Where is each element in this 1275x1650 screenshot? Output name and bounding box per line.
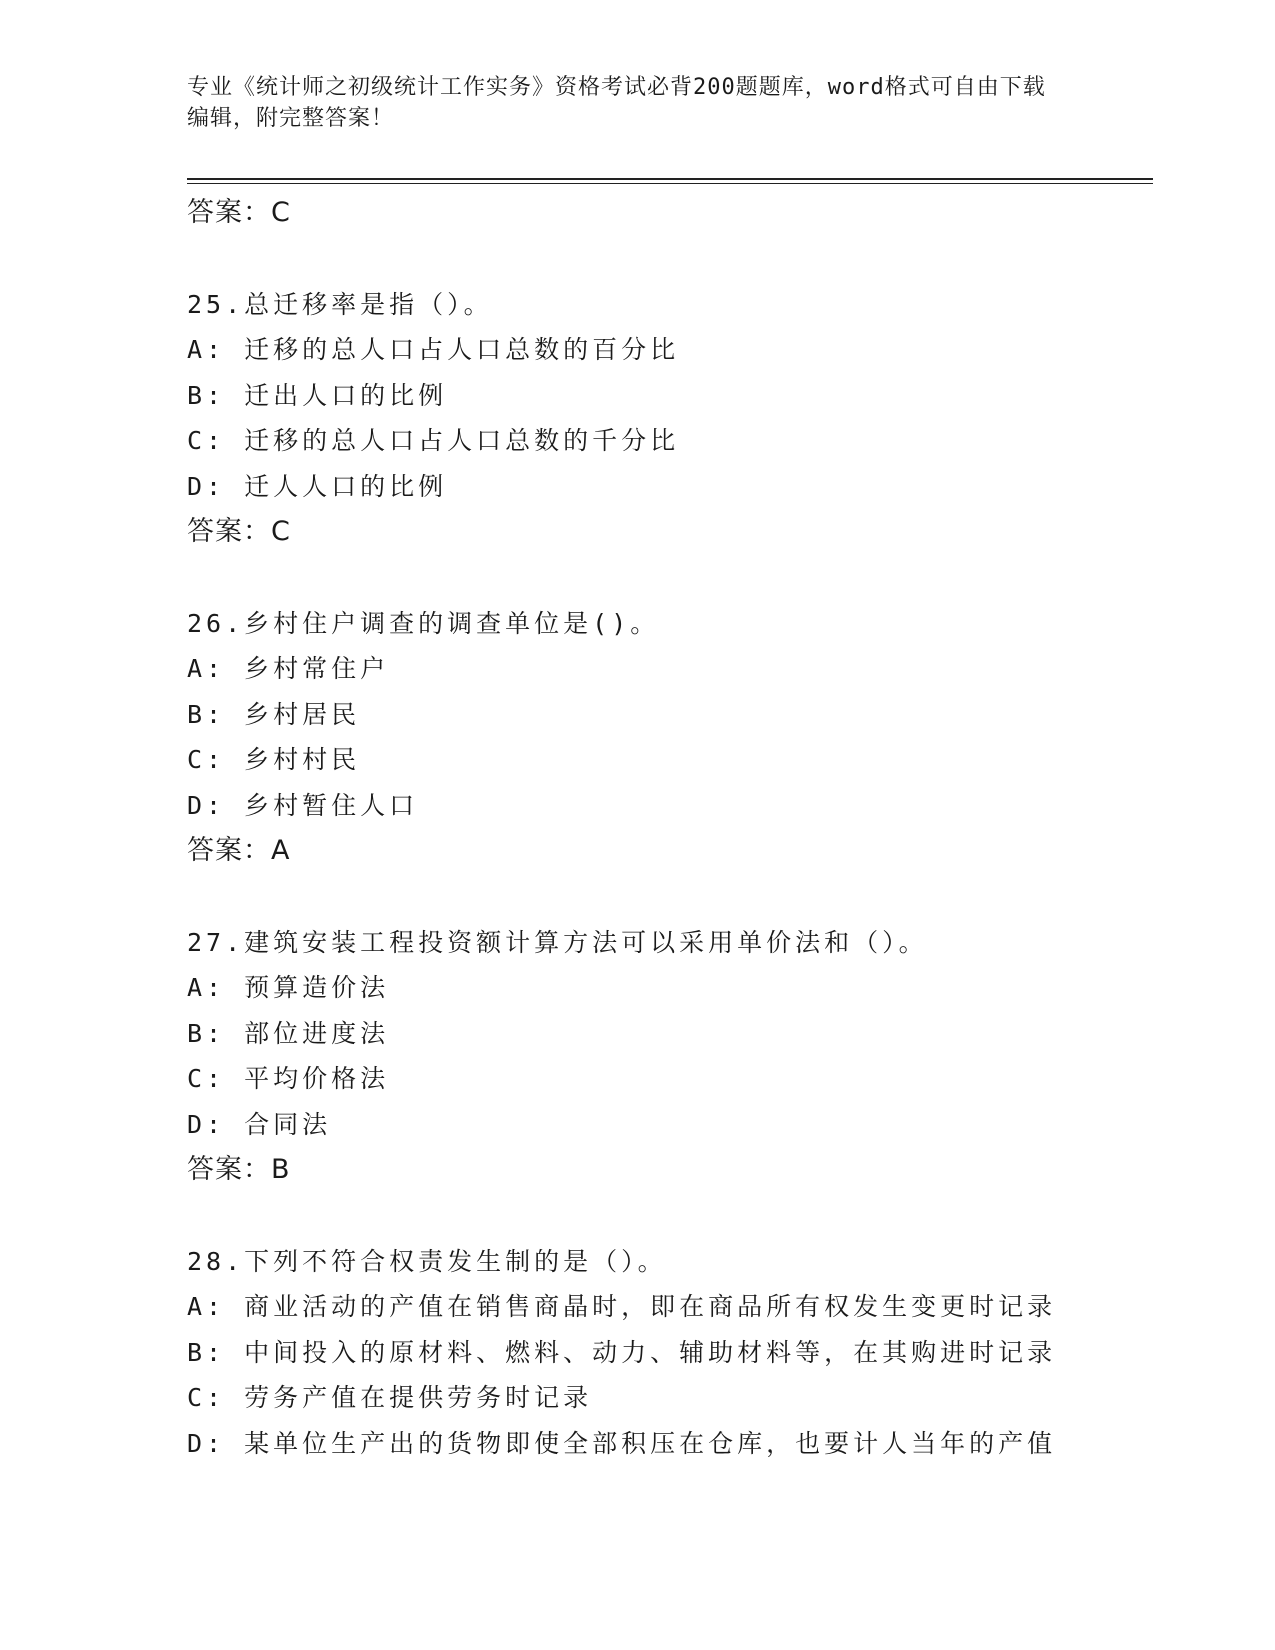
question-text: 26.乡村住户调查的调查单位是()。 <box>187 608 660 638</box>
option-c: C: 平均价格法 <box>187 1064 390 1093</box>
question-block <box>187 601 1147 874</box>
header-divider-thin <box>187 183 1153 184</box>
option-d: D: 乡村暂住人口 <box>187 790 419 820</box>
option-d: D: 合同法 <box>187 1109 332 1139</box>
spacer <box>187 874 1147 920</box>
option-b: B: 中间投入的原材料、燃料、动力、辅助材料等，在其购进时记录 <box>187 1337 1057 1367</box>
question-block <box>187 282 1147 555</box>
answer-line: 答案：C <box>187 516 291 547</box>
option-c: C: 劳务产值在提供劳务时记录 <box>187 1383 593 1412</box>
option-b: B: 迁出人口的比例 <box>187 380 448 410</box>
header-divider <box>187 178 1153 180</box>
question-text: 27.建筑安装工程投资额计算方法可以采用单价法和（）。 <box>187 927 928 957</box>
option-b: B: 乡村居民 <box>187 699 361 729</box>
spacer <box>187 1193 1147 1239</box>
option-a: A: 预算造价法 <box>187 973 390 1002</box>
option-d: D: 迁人人口的比例 <box>187 471 448 501</box>
question-block <box>187 920 1147 1193</box>
option-b: B: 部位进度法 <box>187 1018 390 1048</box>
option-a: A: 迁移的总人口占人口总数的百分比 <box>187 335 680 364</box>
spacer <box>187 236 1147 282</box>
option-a: A: 乡村常住户 <box>187 654 390 683</box>
option-a: A: 商业活动的产值在销售商晶时，即在商品所有权发生变更时记录 <box>187 1292 1057 1321</box>
question-list <box>187 190 1147 1466</box>
question-block <box>187 1239 1147 1467</box>
question-text: 25.总迁移率是指（）。 <box>187 289 493 319</box>
option-c: C: 迁移的总人口占人口总数的千分比 <box>187 426 680 455</box>
document-header: 专业《统计师之初级统计工作实务》资格考试必背200题题库，word格式可自由下载编辑，附完整答案！ <box>187 75 1046 131</box>
answer-line: 答案：A <box>187 835 291 866</box>
answer-line: 答案：C <box>187 197 291 228</box>
option-d: D: 某单位生产出的货物即使全部积压在仓库，也要计人当年的产值 <box>187 1428 1057 1458</box>
option-c: C: 乡村村民 <box>187 745 361 774</box>
question-text: 28.下列不符合权责发生制的是（）。 <box>187 1246 667 1276</box>
answer-line: 答案：B <box>187 1154 291 1185</box>
spacer <box>187 555 1147 601</box>
